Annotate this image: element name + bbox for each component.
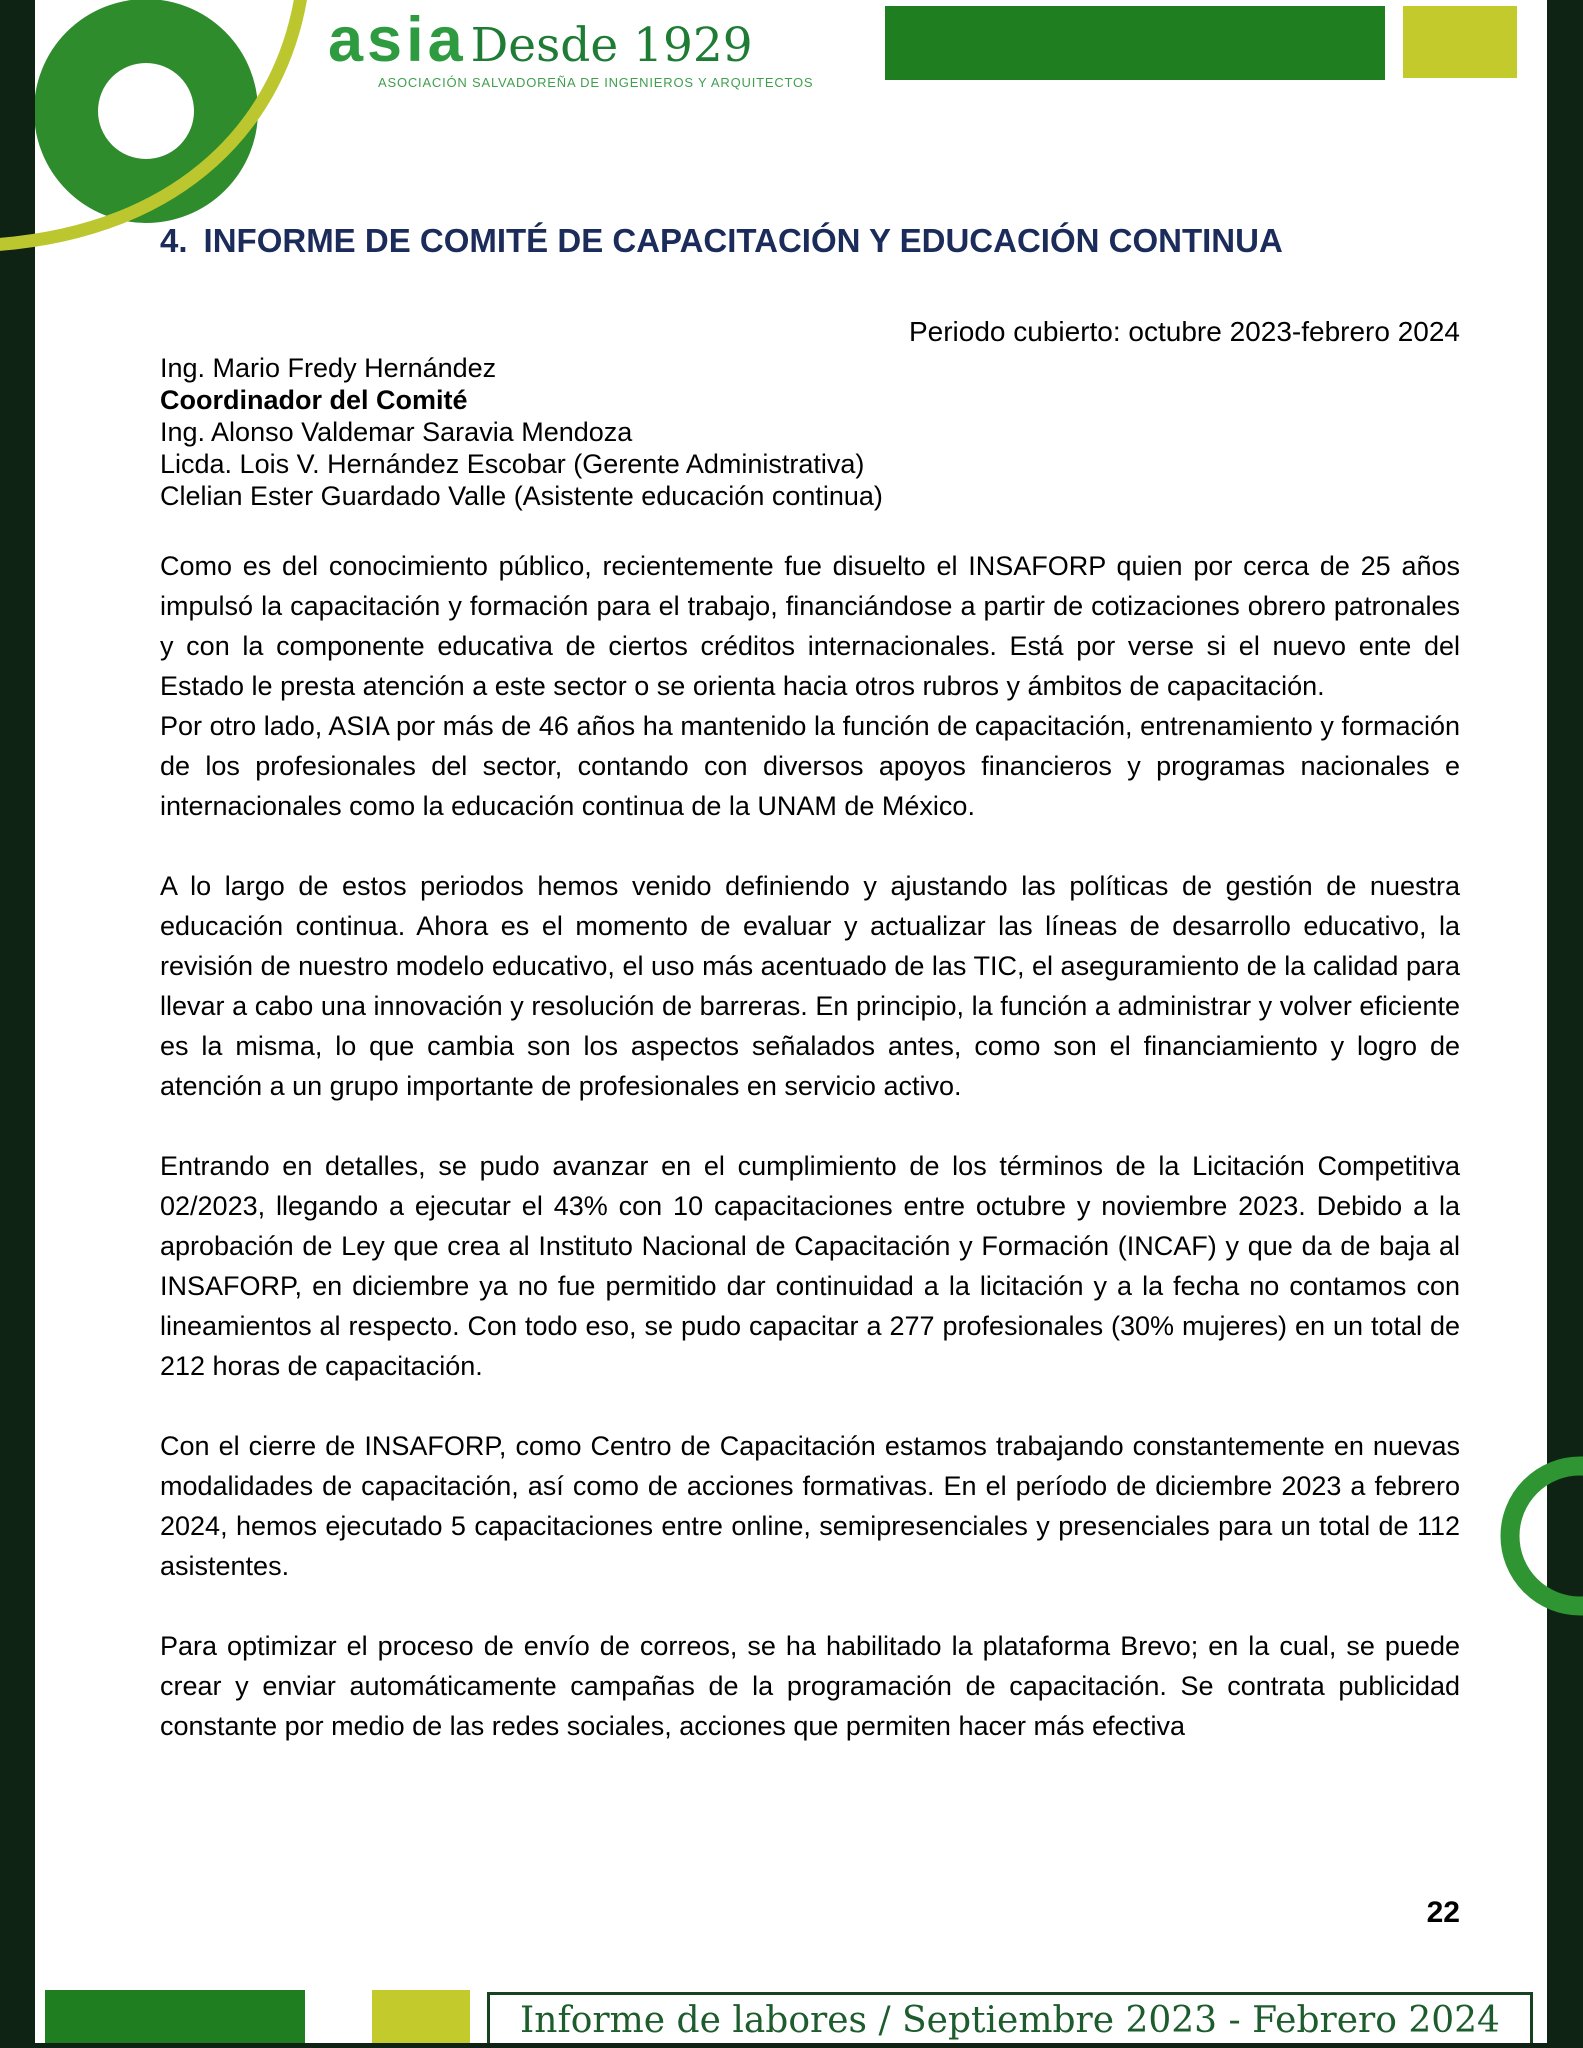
committee-member: Ing. Alonso Valdemar Saravia Mendoza (160, 417, 633, 447)
top-green-bar (885, 6, 1385, 80)
asia-logo (328, 6, 813, 90)
paragraph: Entrando en detalles, se pudo avanzar en el cumplimiento de los términos de la Licitación Competitiva 02/2023, llegando a ejecutar el 43% con 10 capacitaciones entre octubre y noviembre 2023. Debido a la aprobación de Ley que crea al Instituto Nacional de Capacitación y Formación (INCAF) y que da de baja al INSAFORP, en diciembre ya no fue permitido dar continuidad a la licitación y a la fecha no contamos con lineamientos al respecto. Con todo eso, se pudo capacitar a 277 profesionales (30% mujeres) en un total de 212 horas de capacitación. (160, 1151, 1460, 1381)
right-edge-bar (1547, 0, 1583, 2048)
committee-list (160, 352, 1460, 512)
footer-title-text: Informe de labores / Septiembre 2023 - Febrero 2024 (520, 1999, 1500, 2041)
committee-member: Clelian Ester Guardado Valle (Asistente educación continua) (160, 481, 883, 511)
section-number: 4. (160, 222, 188, 259)
paragraph: Para optimizar el proceso de envío de correos, se ha habilitado la plataforma Brevo; en la cual, se puede crear y enviar automáticamente campañas de la programación de capacitación. Se contrata publicidad constante por medio de las redes sociales, acciones que permiten hacer más efectiva (160, 1631, 1460, 1741)
top-yellow-square (1403, 6, 1517, 78)
logo-brand-text: asia (328, 5, 467, 75)
page-number: 22 (1426, 1896, 1460, 1929)
bottom-edge-bar (0, 2043, 1583, 2048)
logo-since-text: Desde 1929 (470, 18, 753, 73)
left-edge-bar (0, 0, 35, 2048)
period-covered-line: Periodo cubierto: octubre 2023-febrero 2024 (908, 316, 1460, 347)
paragraph: A lo largo de estos periodos hemos venido definiendo y ajustando las políticas de gestión de nuestra educación continua. Ahora es el momento de evaluar y actualizar las líneas de desarrollo educativo, la revisión de nuestro modelo educativo, el uso más acentuado de las TIC, el aseguramiento de la calidad para llevar a cabo una innovación y resolución de barreras. En principio, la función a administrar y volver eficiente es la misma, lo que cambia son los aspectos señalados antes, como son el financiamiento y logro de atención a un grupo importante de profesionales en servicio activo. (160, 871, 1460, 1101)
paragraph: Por otro lado, ASIA por más de 46 años ha mantenido la función de capacitación, entrenamiento y formación de los profesionales del sector, contando con diversos apoyos financieros y programas nacionales e internacionales como la educación continua de la UNAM de México. (160, 711, 1460, 821)
paragraph: Como es del conocimiento público, recientemente fue disuelto el INSAFORP quien por cerca de 25 años impulsó la capacitación y formación para el trabajo, financiándose a partir de cotizaciones obrero patronales y con la componente educativa de ciertos créditos internacionales. Está por verse si el nuevo ente del Estado le presta atención a este sector o se orienta hacia otros rubros y ámbitos de capacitación. (160, 551, 1460, 701)
section-title (160, 222, 1480, 260)
right-ring-decoration (1490, 1446, 1583, 1626)
footer-yellow-square (372, 1990, 470, 2043)
logo-tagline: ASOCIACIÓN SALVADOREÑA DE INGENIEROS Y ARQUITECTOS (378, 75, 814, 91)
footer-title-box (487, 1992, 1533, 2048)
committee-member: Ing. Mario Fredy Hernández (160, 353, 497, 383)
report-body (160, 546, 1460, 1786)
committee-coordinator-label: Coordinador del Comité (160, 385, 468, 415)
committee-member: Licda. Lois V. Hernández Escobar (Gerente Administrativa) (160, 449, 865, 479)
paragraph: Con el cierre de INSAFORP, como Centro de Capacitación estamos trabajando constantemente en nuevas modalidades de capacitación, así como de acciones formativas. En el período de diciembre 2023 a febrero 2024, hemos ejecutado 5 capacitaciones entre online, semipresenciales y presenciales para un total de 112 asistentes. (160, 1431, 1460, 1581)
section-title-text: INFORME DE COMITÉ DE CAPACITACIÓN Y EDUCACIÓN CONTINUA (203, 222, 1283, 259)
footer-green-bar (45, 1990, 305, 2043)
logo-row (328, 6, 813, 75)
